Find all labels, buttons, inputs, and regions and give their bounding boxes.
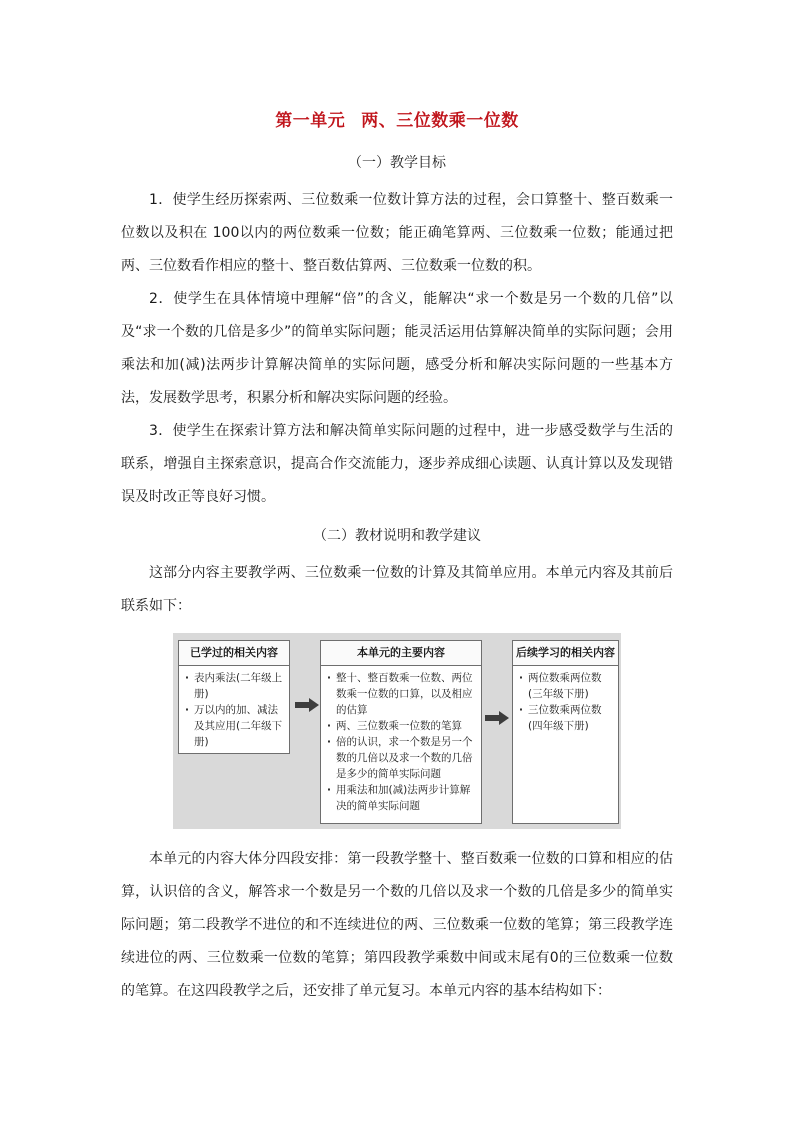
- right-arrow-icon: [294, 697, 320, 713]
- page-title: [0, 106, 794, 131]
- main-content-item: · 用乘法和加(减)法两步计算解决的简单实际问题: [327, 782, 475, 814]
- later-content-box: [512, 640, 619, 824]
- content-relation-diagram: [173, 633, 621, 829]
- goal-paragraph-3: 3．使学生在探索计算方法和解决简单实际问题的过程中，进一步感受数学与生活的联系，增强自主探索意识，提高合作交流能力，逐步养成细心读题、认真计算以及发现错误及时改正等良好习惯。: [121, 423, 673, 505]
- goal-paragraph-1: 1．使学生经历探索两、三位数乘一位数计算方法的过程，会口算整十、整百数乘一位数以及积在 100以内的两位数乘一位数；能正确笔算两、三位数乘一位数；能通过把两、三位数看作相应的整十、整百数估算两、三位数乘一位数的积。: [121, 192, 673, 274]
- unit-label: 第一单元: [275, 111, 346, 131]
- main-content-item: · 倍的认识，求一个数是另一个数的几倍以及求一个数的几倍是多少的简单实际问题: [327, 734, 475, 782]
- section-heading-materials: （二）教材说明和教学建议: [313, 528, 481, 544]
- prior-content-title: 已学过的相关内容: [179, 641, 289, 666]
- main-content-item: · 两、三位数乘一位数的笔算: [327, 718, 475, 734]
- main-content-box: [320, 640, 482, 824]
- prior-content-item: · 表内乘法(二年级上册): [185, 670, 283, 702]
- unit-name: 两、三位数乘一位数: [361, 111, 519, 131]
- later-content-item: · 三位数乘两位数(四年级下册): [519, 702, 612, 734]
- prior-content-item: · 万以内的加、减法及其应用(二年级下册): [185, 702, 283, 750]
- prior-content-box: [178, 640, 290, 754]
- goal-paragraph-2: 2．使学生在具体情境中理解“倍”的含义，能解决“求一个数是另一个数的几倍”以及“求一个数的几倍是多少”的简单实际问题；能灵活运用估算解决简单的实际问题；会用乘法和加(减)法两步计算解决简单的实际问题，感受分析和解决实际问题的一些基本方法，发展数学思考，积累分析和解决实际问题的经验。: [121, 291, 673, 406]
- structure-paragraph: 本单元的内容大体分四段安排：第一段教学整十、整百数乘一位数的口算和相应的估算，认识倍的含义，解答求一个数是另一个数的几倍以及求一个数的几倍是多少的简单实际问题；第二段教学不进位的和不连续进位的两、三位数乘一位数的笔算；第三段教学连续进位的两、三位数乘一位数的笔算；第四段教学乘数中间或末尾有0的三位数乘一位数的笔算。在这四段教学之后，还安排了单元复习。本单元内容的基本结构如下：: [121, 851, 673, 999]
- right-arrow-icon: [484, 710, 510, 726]
- later-content-item: · 两位数乘两位数(三年级下册): [519, 670, 612, 702]
- main-content-title: 本单元的主要内容: [321, 641, 481, 666]
- section-heading-goals: （一）教学目标: [348, 155, 446, 171]
- later-content-title: 后续学习的相关内容: [513, 641, 618, 666]
- main-content-item: · 整十、整百数乘一位数、两位数乘一位数的口算，以及相应的估算: [327, 670, 475, 718]
- intro-paragraph: 这部分内容主要教学两、三位数乘一位数的计算及其简单应用。本单元内容及其前后联系如下：: [121, 565, 673, 614]
